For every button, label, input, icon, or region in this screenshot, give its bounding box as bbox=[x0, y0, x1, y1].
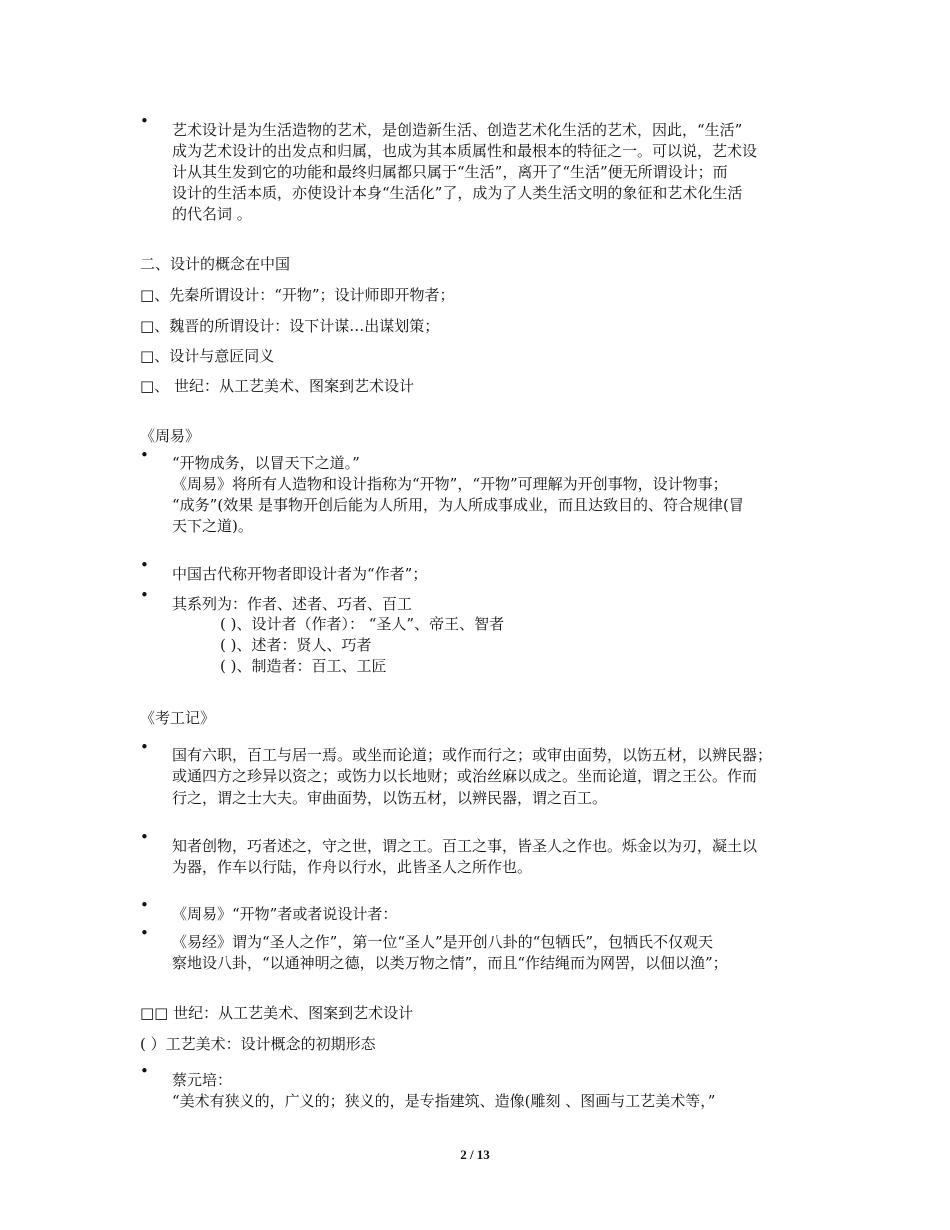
bullet: • bbox=[140, 446, 149, 464]
bullet: • bbox=[140, 586, 149, 604]
section-heading: □□ 世纪：从工艺美术、图案到艺术设计 bbox=[140, 1004, 414, 1022]
paragraph-line: 知者创物，巧者述之，守之世，谓之工。百工之事，皆圣人之作也。烁金以为刃，凝土以 bbox=[172, 837, 758, 855]
paragraph-line: 《周易》“开物”者或者说设计者： bbox=[172, 905, 398, 923]
bullet: • bbox=[140, 828, 149, 846]
paragraph-line: 《周易》将所有人造物和设计指称为“开物”，“开物”可理解为开创事物，设计物事； bbox=[172, 475, 728, 493]
list-item: □、魏晋的所谓设计：设下计谋…出谋划策； bbox=[140, 317, 440, 335]
paragraph-line: 中国古代称开物者即设计者为“作者”； bbox=[172, 565, 428, 583]
bullet: • bbox=[140, 1062, 149, 1080]
paragraph-line: 国有六职，百工与居一焉。或坐而论道；或作而行之；或审由面势，以饬五材，以辨民器； bbox=[172, 746, 773, 764]
paragraph-line: 行之，谓之士大夫。审曲面势，以饬五材，以辨民器，谓之百工。 bbox=[172, 789, 608, 807]
sub-list-item: ( )、设计者（作者）： “圣人”、帝王、智者 bbox=[220, 615, 505, 633]
paragraph-line: 其系列为：作者、述者、巧者、百工 bbox=[172, 595, 413, 613]
list-item: □、设计与意匠同义 bbox=[140, 347, 275, 365]
paragraph-line: 察地设八卦，“以通神明之德，以类万物之情”，而且“作结绳而为网罟，以佃以渔”； bbox=[172, 954, 728, 972]
missing-glyph: □ bbox=[140, 347, 155, 365]
paragraph-line: “美术有狭义的，广义的；狭义的，是专指建筑、造像(雕刻 、图画与工艺美术等，” bbox=[172, 1092, 716, 1110]
section-heading: ( ）工艺美术：设计概念的初期形态 bbox=[140, 1035, 376, 1053]
section-heading: 二、设计的概念在中国 bbox=[140, 255, 291, 273]
bullet: • bbox=[140, 112, 149, 130]
page-number: 2 / 13 bbox=[460, 1147, 490, 1162]
paragraph-line: 为器，作车以行陆，作舟以行水，此皆圣人之所作也。 bbox=[172, 858, 533, 876]
paragraph-line: 艺术设计是为生活造物的艺术，是创造新生活、创造艺术化生活的艺术，因此，“生活” bbox=[172, 121, 743, 139]
bullet: • bbox=[140, 738, 149, 756]
paragraph-line: 天下之道)。 bbox=[172, 517, 253, 535]
list-item: □、先秦所谓设计：“开物”；设计师即开物者； bbox=[140, 286, 455, 304]
paragraph-line: 或通四方之珍异以资之；或饬力以长地财；或治丝麻以成之。坐而论道，谓之王公。作而 bbox=[172, 767, 758, 785]
missing-glyph: □ bbox=[140, 317, 155, 335]
paragraph-line: “开物成务，以冒天下之道。” bbox=[172, 454, 360, 472]
missing-glyph: □ bbox=[140, 286, 155, 304]
paragraph-line: 《易经》谓为“圣人之作”，第一位“圣人”是开创八卦的“包牺氏”，包牺氏不仅观天 bbox=[172, 933, 714, 951]
sub-list-item: ( )、制造者：百工、工匠 bbox=[220, 657, 387, 675]
paragraph-line: 计从其生发到它的功能和最终归属都只属于“生活”，离开了“生活”便无所谓设计；而 bbox=[172, 163, 728, 181]
missing-glyph: □ bbox=[140, 377, 155, 395]
list-item: □、 世纪：从工艺美术、图案到艺术设计 bbox=[140, 377, 414, 395]
bullet: • bbox=[140, 556, 149, 574]
paragraph-line: 设计的生活本质，亦使设计本身“生活化”了，成为了人类生活文明的象征和艺术化生活 bbox=[172, 184, 743, 202]
paragraph-line: 蔡元培： bbox=[172, 1071, 233, 1089]
paragraph-line: 成为艺术设计的出发点和归属，也成为其本质属性和最根本的特征之一。可以说，艺术设 bbox=[172, 142, 758, 160]
paragraph-line: 的代名词 。 bbox=[172, 205, 252, 223]
missing-glyph: □□ bbox=[140, 1004, 169, 1022]
paragraph-line: “成务”(效果 是事物开创后能为人所用，为人所成事成业，而且达致目的、符合规律(冒 bbox=[172, 496, 744, 514]
subsection-title: 《考工记》 bbox=[140, 709, 216, 727]
sub-list-item: ( )、述者：贤人、巧者 bbox=[220, 636, 372, 654]
subsection-title: 《周易》 bbox=[140, 427, 201, 445]
bullet: • bbox=[140, 924, 149, 942]
bullet: • bbox=[140, 896, 149, 914]
